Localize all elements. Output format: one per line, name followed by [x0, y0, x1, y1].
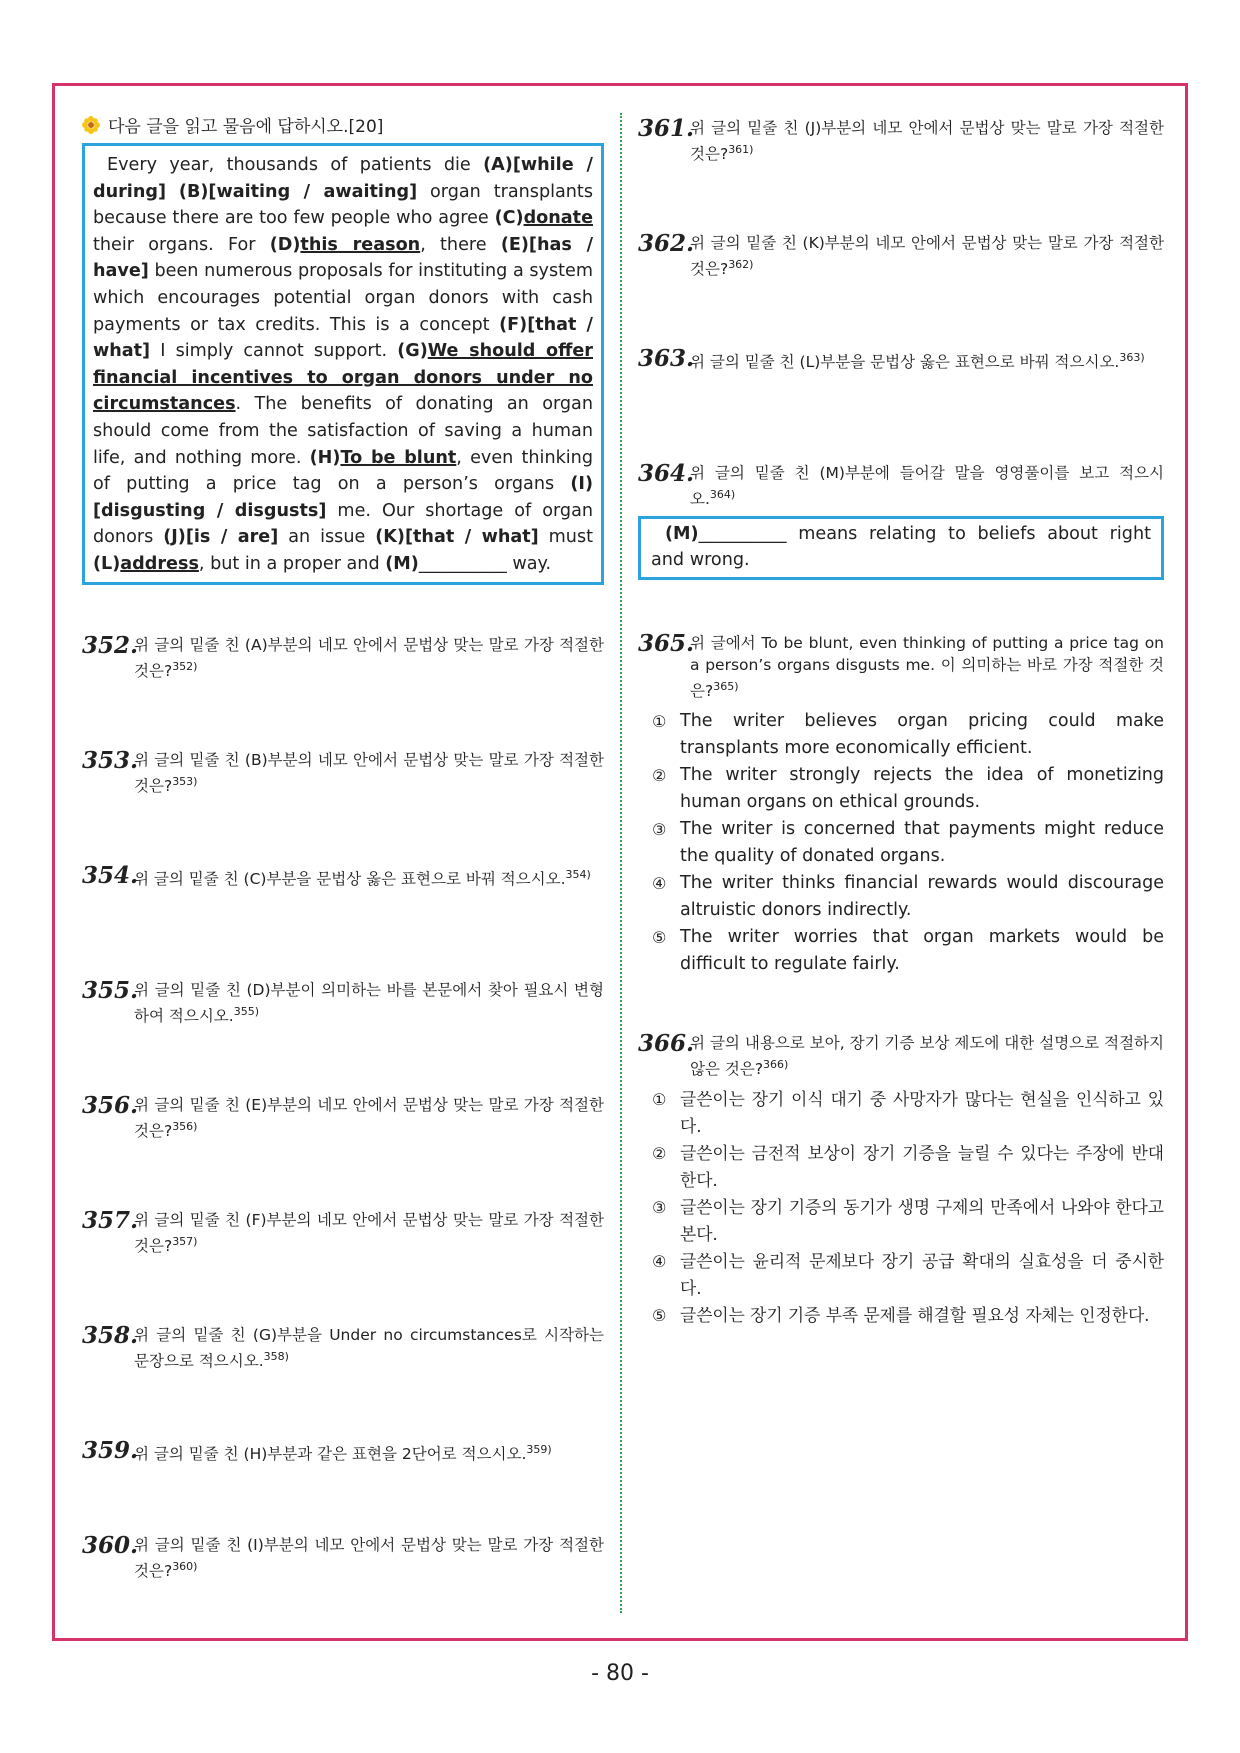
- question-354: 354. 위 글의 밑줄 친 (C)부분을 문법상 옳은 표현으로 바꿔 적으시오.$^{354)}$: [82, 862, 591, 889]
- q365-options: [652, 708, 1164, 978]
- question-353: 353. 위 글의 밑줄 친 (B)부분의 네모 안에서 문법상 맞는 말로 가장 적절한 것은?$^{353)}$: [82, 747, 604, 796]
- option-365-3[interactable]: ③ The writer is concerned that payments might reduce the quality of donated organs.: [652, 819, 1164, 867]
- instruction-text: 다음 글을 읽고 물음에 답하시오.[20]: [108, 117, 384, 137]
- question-365: 365. 위 글에서 To be blunt, even thinking of putting a price tag on a person’s organs disgusts me. 이 의미하는 바로 가장 적절한 것은?$^{365)}$ ① The writer believes organ pricing could make transplants more economically efficient. ② The writer strongly rejects the idea of monetizing human organs on ethical grounds. ③ The writer is concerned that payments might reduce the quality of donated organs. ④ The writer thinks financial rewards would discourage altruistic donors indirectly. ⑤ The writer worries that organ markets would be difficult to regulate fairly.: [638, 632, 1164, 978]
- flower-icon: [82, 116, 100, 134]
- underline-l: address: [120, 553, 199, 574]
- blank-k: (K)[that / what]: [375, 527, 539, 548]
- blank-e: (E)[has / have]: [93, 234, 594, 282]
- question-352: 352. 위 글의 밑줄 친 (A)부분의 네모 안에서 문법상 맞는 말로 가장 적절한 것은?$^{352)}$: [82, 632, 604, 681]
- question-364: 364. 위 글의 밑줄 친 (M)부분에 들어갈 말을 영영풀이를 보고 적으시오.$^{364)}$ (M)__________ means relating to beliefs about right and wrong.: [638, 462, 1164, 580]
- blank-j: (J)[is / are]: [163, 527, 279, 548]
- question-357: 357. 위 글의 밑줄 친 (F)부분의 네모 안에서 문법상 맞는 말로 가장 적절한 것은?$^{357)}$: [82, 1207, 604, 1256]
- q366-options: [652, 1086, 1164, 1329]
- page-number: - 80 -: [591, 1661, 649, 1686]
- question-363: 363. 위 글의 밑줄 친 (L)부분을 문법상 옳은 표현으로 바꿔 적으시오.$^{363)}$: [638, 345, 1145, 372]
- question-355: 355. 위 글의 밑줄 친 (D)부분이 의미하는 바를 본문에서 찾아 필요시 변형하여 적으시오.$^{355)}$: [82, 977, 604, 1026]
- question-358: 358. 위 글의 밑줄 친 (G)부분을 Under no circumstances로 시작하는 문장으로 적으시오.$^{358)}$: [82, 1322, 604, 1371]
- underline-c: donate: [523, 208, 593, 229]
- question-356: 356. 위 글의 밑줄 친 (E)부분의 네모 안에서 문법상 맞는 말로 가장 적절한 것은?$^{356)}$: [82, 1092, 604, 1141]
- option-366-4[interactable]: ④ 글쓴이는 윤리적 문제보다 장기 공급 확대의 실효성을 더 중시한다.: [652, 1251, 1164, 1299]
- option-366-1[interactable]: ① 글쓴이는 장기 이식 대기 중 사망자가 많다는 현실을 인식하고 있다.: [652, 1089, 1164, 1137]
- underline-d: this reason: [300, 234, 421, 255]
- option-365-2[interactable]: ② The writer strongly rejects the idea of monetizing human organs on ethical grounds.: [652, 765, 1164, 813]
- definition-box: (M)__________ means relating to beliefs about right and wrong.: [638, 516, 1164, 580]
- underline-g: We should offer financial incentives to organ donors under no circumstances: [93, 341, 593, 415]
- option-365-1[interactable]: ① The writer believes organ pricing could make transplants more economically efficient.: [652, 711, 1164, 759]
- blank-b: (B)[waiting / awaiting]: [178, 181, 418, 202]
- blank-m: (M): [385, 553, 419, 574]
- column-divider: [620, 113, 622, 1613]
- blank-i: (I)[disgusting / disgusts]: [93, 474, 593, 521]
- blank-f: (F)[that / what]: [93, 314, 593, 362]
- question-366: 366. 위 글의 내용으로 보아, 장기 기증 보상 제도에 대한 설명으로 적절하지 않은 것은?$^{366)}$ ① 글쓴이는 장기 이식 대기 중 사망자가 많다는 현실을 인식하고 있다. ② 글쓴이는 금전적 보상이 장기 기증을 늘릴 수 있다는 주장에 반대한다. ③ 글쓴이는 장기 기증의 동기가 생명 구제의 만족에서 나와야 한다고 본다. ④ 글쓴이는 윤리적 문제보다 장기 공급 확대의 실효성을 더 중시한다. ⑤ 글쓴이는 장기 기증 부족 문제를 해결할 필요성 자체는 인정한다.: [638, 1032, 1164, 1329]
- reading-passage: Every year, thousands of patients die (A)[while / during] (B)[waiting / awaiting] organ transplants because there are too few people who agree (C)donate their organs. For (D)this reason, there (E)[has / have] been numerous proposals for instituting a system which encourages potential organ donors with cash payments or tax credits. This is a concept (F)[that / what] I simply cannot support. (G)We should offer financial incentives to organ donors under no circumstances. The benefits of donating an organ should come from the satisfaction of saving a human life, and nothing more. (H)To be blunt, even thinking of putting a price tag on a person’s organs (I)[disgusting / disgusts] me. Our shortage of organ donors (J)[is / are] an issue (K)[that / what] must (L)address, but in a proper and (M)__________ way.: [82, 143, 604, 585]
- question-360: 360. 위 글의 밑줄 친 (I)부분의 네모 안에서 문법상 맞는 말로 가장 적절한 것은?$^{360)}$: [82, 1532, 604, 1581]
- option-366-3[interactable]: ③ 글쓴이는 장기 기증의 동기가 생명 구제의 만족에서 나와야 한다고 본다.: [652, 1197, 1164, 1245]
- option-366-2[interactable]: ② 글쓴이는 금전적 보상이 장기 기증을 늘릴 수 있다는 주장에 반대한다.: [652, 1143, 1164, 1191]
- option-365-4[interactable]: ④ The writer thinks financial rewards would discourage altruistic donors indirectly.: [652, 873, 1164, 921]
- instruction: [82, 112, 604, 137]
- underline-h: To be blunt: [340, 447, 457, 468]
- left-column: [82, 112, 604, 1581]
- question-361: 361. 위 글의 밑줄 친 (J)부분의 네모 안에서 문법상 맞는 말로 가장 적절한 것은?$^{361)}$: [638, 115, 1164, 164]
- question-359: 359. 위 글의 밑줄 친 (H)부분과 같은 표현을 2단어로 적으시오.$^{359)}$: [82, 1437, 552, 1464]
- option-365-5[interactable]: ⑤ The writer worries that organ markets would be difficult to regulate fairly.: [652, 927, 1164, 975]
- blank-a: (A)[while / during]: [93, 155, 593, 202]
- option-366-5[interactable]: ⑤ 글쓴이는 장기 기증 부족 문제를 해결할 필요성 자체는 인정한다.: [652, 1305, 1150, 1326]
- question-362: 362. 위 글의 밑줄 친 (K)부분의 네모 안에서 문법상 맞는 말로 가장 적절한 것은?$^{362)}$: [638, 230, 1164, 279]
